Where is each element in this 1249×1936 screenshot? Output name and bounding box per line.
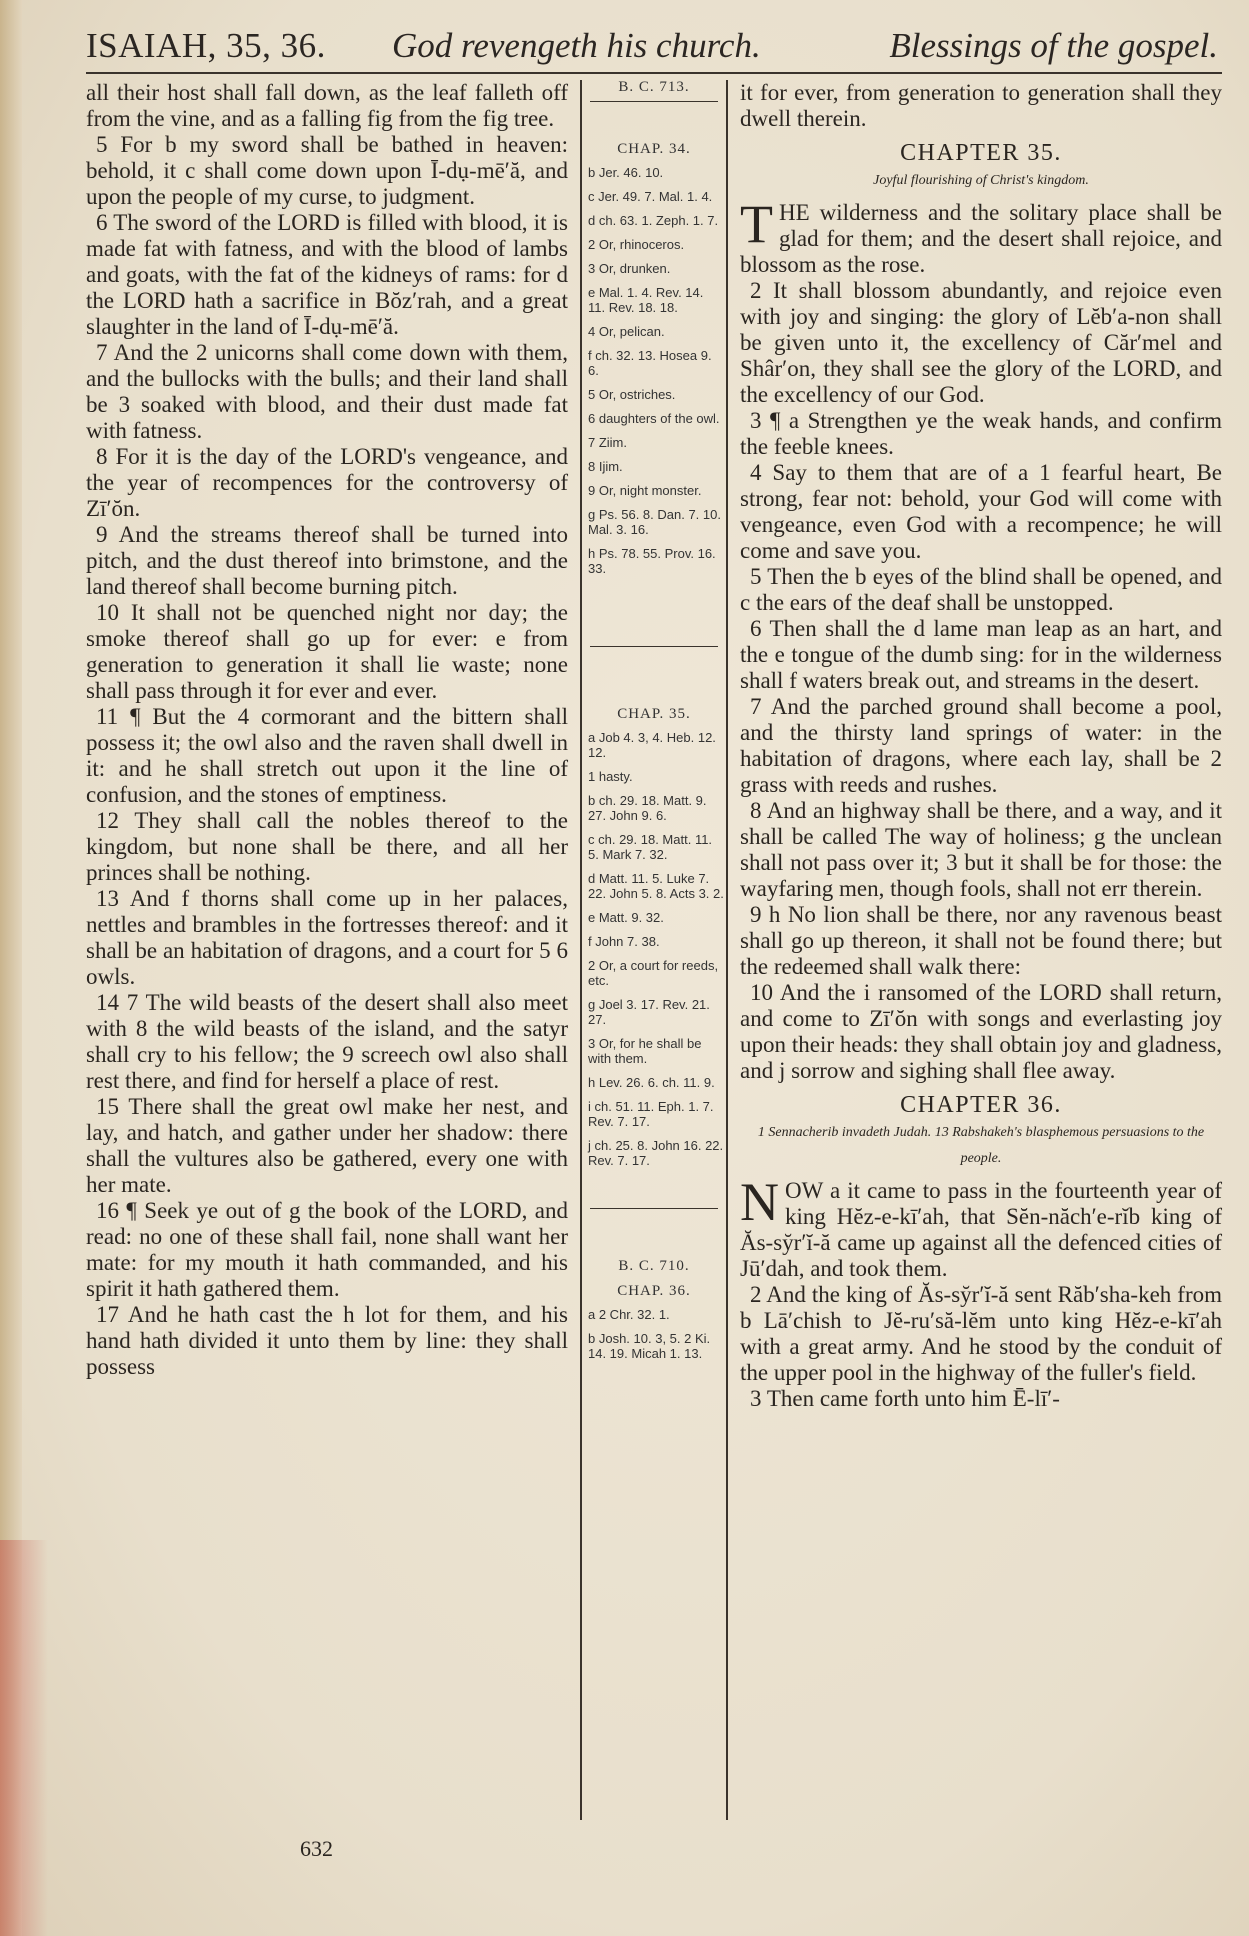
page-number: 632: [300, 1836, 333, 1861]
center-reference-margin: [584, 80, 724, 1370]
verse-text: 4 Say to them that are of a 1 fearful heart, Be strong, fear not: behold, your God will come with vengeance, even God with a recompence; he will come and save you.: [740, 460, 1222, 563]
margin-rule: [590, 646, 718, 647]
margin-note: 6 daughters of the owl.: [588, 411, 720, 426]
verse-text: HE wilderness and the solitary place shall be glad for them; and the desert shall rejoice, and blossom as the rose.: [740, 200, 1222, 277]
margin-rule: [590, 1208, 718, 1209]
margin-note: a Job 4. 3, 4. Heb. 12. 12.: [588, 730, 716, 760]
verse-text: it for ever, from generation to generation shall they dwell therein.: [740, 80, 1222, 131]
verse-text: 2 It shall blossom abundantly, and rejoice even with joy and singing: the glory of Lĕb′a-non shall be given unto it, the excellency of Căr′mel and Shâr′on, they shall see the glory of the LORD, and the excellency of our God.: [740, 278, 1222, 407]
right-column: [740, 80, 1222, 1412]
margin-note: f John 7. 38.: [588, 934, 660, 949]
header-topic-right: Blessings of the gospel.: [889, 26, 1218, 65]
margin-note: b ch. 29. 18. Matt. 9. 27. John 9. 6.: [588, 793, 707, 823]
running-header: [86, 22, 1222, 74]
margin-note: b Josh. 10. 3, 5. 2 Ki. 14. 19. Micah 1. 13.: [588, 1331, 711, 1361]
margin-note: i ch. 51. 11. Eph. 1. 7. Rev. 7. 17.: [588, 1099, 714, 1129]
margin-note: d ch. 63. 1. Zeph. 1. 7.: [588, 213, 719, 228]
verse-text: 15 There shall the great owl make her nest, and lay, and hatch, and gather under her shadow: there shall the vultures also be gathered, every one with her mate.: [86, 1094, 568, 1197]
chapter-35-summary: Joyful flourishing of Christ's kingdom.: [873, 173, 1089, 188]
margin-rule: [590, 101, 718, 102]
margin-note: e Matt. 9. 32.: [588, 910, 664, 925]
column-rule-right: [726, 80, 728, 1820]
margin-note: 2 Or, a court for reeds, etc.: [588, 958, 719, 988]
margin-date: B. C. 710.: [618, 1258, 690, 1274]
chapter-36-heading: CHAPTER 36.: [900, 1092, 1062, 1118]
margin-note: h Ps. 78. 55. Prov. 16. 33.: [588, 546, 716, 576]
verse-text: 7 And the parched ground shall become a pool, and the thirsty land springs of water: in the habitation of dragons, where each lay, shall be 2 grass with reeds and rushes.: [740, 694, 1222, 797]
verse-text: 12 They shall call the nobles thereof to the kingdom, but none shall be there, and all her princes shall be nothing.: [86, 808, 568, 885]
margin-note: 2 Or, rhinoceros.: [588, 237, 685, 252]
verse-text: 17 And he hath cast the h lot for them, and his hand hath divided it unto them by line: they shall possess: [86, 1302, 568, 1379]
verse-text: 10 And the i ransomed of the LORD shall return, and come to Zī′ŏn with songs and everlasting joy upon their heads: they shall obtain joy and gladness, and j sorrow and sighing shall flee away.: [740, 980, 1222, 1083]
margin-note: 9 Or, night monster.: [588, 483, 702, 498]
verse-text: all their host shall fall down, as the leaf falleth off from the vine, and as a falling fig from the fig tree.: [86, 80, 568, 131]
margin-note: 4 Or, pelican.: [588, 324, 665, 339]
verse-text: 3 Then came forth unto him Ē-lī′-: [750, 1386, 1060, 1411]
verse-text: 6 Then shall the d lame man leap as an hart, and the e tongue of the dumb sing: for in the wilderness shall f waters break out, and streams in the desert.: [740, 616, 1222, 693]
margin-note: e Mal. 1. 4. Rev. 14. 11. Rev. 18. 18.: [588, 285, 704, 315]
verse-text: 11 ¶ But the 4 cormorant and the bittern shall possess it; the owl also and the raven shall dwell in it: and he shall stretch out upon it the line of confusion, and the stones of emptiness.: [86, 704, 568, 807]
verse-text: 8 And an highway shall be there, and a way, and it shall be called The way of holiness; g the unclean shall not pass over it; 3 but it shall be for those: the wayfaring men, though fools, shall not err therein.: [740, 798, 1222, 901]
header-book: ISAIAH, 35, 36.: [86, 26, 326, 65]
chapter-35-heading: CHAPTER 35.: [900, 140, 1062, 166]
verse-text: 16 ¶ Seek ye out of g the book of the LORD, and read: no one of these shall fail, none shall want her mate: for my mouth it hath commanded, and his spirit it hath gathered them.: [86, 1198, 568, 1301]
verse-text: 5 For b my sword shall be bathed in heaven: behold, it c shall come down upon Ī-dụ-mē′ă, and upon the people of my curse, to judgment.: [86, 132, 568, 209]
verse-text: 13 And f thorns shall come up in her palaces, nettles and brambles in the fortresses thereof: and it shall be an habitation of dragons, and a court for 5 6 owls.: [86, 886, 568, 989]
verse-text: 6 The sword of the LORD is filled with blood, it is made fat with fatness, and with the blood of lambs and goats, with the fat of the kidneys of rams: for d the LORD hath a sacrifice in Bŏz′rah, and a great slaughter in the land of Ī-dụ-mē′ă.: [86, 210, 568, 339]
verse-text: 8 For it is the day of the LORD's vengeance, and the year of recompences for the controversy of Zī′ŏn.: [86, 444, 568, 521]
margin-date: B. C. 713.: [618, 79, 690, 95]
margin-note: j ch. 25. 8. John 16. 22. Rev. 7. 17.: [588, 1138, 724, 1168]
chapter-36-summary: 1 Sennacherib invadeth Judah. 13 Rabshakeh's blasphemous persuasions to the people.: [757, 1125, 1205, 1166]
margin-note: c ch. 29. 18. Matt. 11. 5. Mark 7. 32.: [588, 832, 713, 862]
verse-text: 5 Then the b eyes of the blind shall be opened, and c the ears of the deaf shall be unstopped.: [740, 564, 1222, 615]
column-rule-left: [580, 80, 582, 1820]
verse-text: 9 And the streams thereof shall be turned into pitch, and the dust thereof into brimstone, and the land thereof shall become burning pitch.: [86, 522, 568, 599]
verse-text: 9 h No lion shall be there, nor any ravenous beast shall go up thereon, it shall not be found there; but the redeemed shall walk there:: [740, 902, 1222, 979]
left-column: [86, 80, 568, 1380]
header-topic-left: God revengeth his church.: [392, 26, 761, 65]
margin-note: 7 Ziim.: [588, 435, 627, 450]
margin-note: 1 hasty.: [588, 769, 633, 784]
margin-chapter-label: CHAP. 36.: [617, 1283, 691, 1299]
verse-text: 14 7 The wild beasts of the desert shall also meet with 8 the wild beasts of the island, and the satyr shall cry to his fellow; the 9 screech owl also shall rest there, and find for herself a place of rest.: [86, 990, 568, 1093]
margin-chapter-label: CHAP. 34.: [617, 141, 691, 157]
verse-text: OW a it came to pass in the fourteenth year of king Hĕz-e-kī′ah, that Sĕn-năch′e-rĭb king of Ăs-sy̆r′ĭ-ă came up against all the defenced cities of Jū′dah, and took them.: [740, 1178, 1222, 1281]
margin-note: h Lev. 26. 6. ch. 11. 9.: [588, 1075, 715, 1090]
margin-note: d Matt. 11. 5. Luke 7. 22. John 5. 8. Acts 3. 2.: [588, 871, 724, 901]
page-edge-stain: [0, 1540, 48, 1936]
margin-note: c Jer. 49. 7. Mal. 1. 4.: [588, 189, 713, 204]
verse-text: 7 And the 2 unicorns shall come down with them, and the bullocks with the bulls; and their land shall be 3 soaked with blood, and their dust made fat with fatness.: [86, 340, 568, 443]
margin-note: g Joel 3. 17. Rev. 21. 27.: [588, 997, 710, 1027]
margin-note: 8 Ijim.: [588, 459, 623, 474]
margin-note: g Ps. 56. 8. Dan. 7. 10. Mal. 3. 16.: [588, 507, 721, 537]
verse-text: 3 ¶ a Strengthen ye the weak hands, and confirm the feeble knees.: [740, 408, 1222, 459]
margin-note: 5 Or, ostriches.: [588, 387, 676, 402]
margin-note: f ch. 32. 13. Hosea 9. 6.: [588, 348, 712, 378]
drop-cap: T: [740, 194, 773, 254]
verse-text: 10 It shall not be quenched night nor day; the smoke thereof shall go up for ever: e from generation to generation it shall lie waste; none shall pass through it for ever and ever.: [86, 600, 568, 703]
margin-note: b Jer. 46. 10.: [588, 165, 664, 180]
margin-note: 3 Or, drunken.: [588, 261, 671, 276]
verse-text: 2 And the king of Ăs-sy̆r′ĭ-ă sent Răb′sha-keh from b Lā′chish to Jĕ-ru′să-lĕm unto king Hĕz-e-kī′ah with a great army. And he stood by the conduit of the upper pool in the highway of the fuller's field.: [740, 1282, 1222, 1385]
margin-note: a 2 Chr. 32. 1.: [588, 1307, 670, 1322]
margin-chapter-label: CHAP. 35.: [617, 706, 691, 722]
drop-cap: N: [740, 1172, 779, 1232]
margin-note: 3 Or, for he shall be with them.: [588, 1036, 702, 1066]
